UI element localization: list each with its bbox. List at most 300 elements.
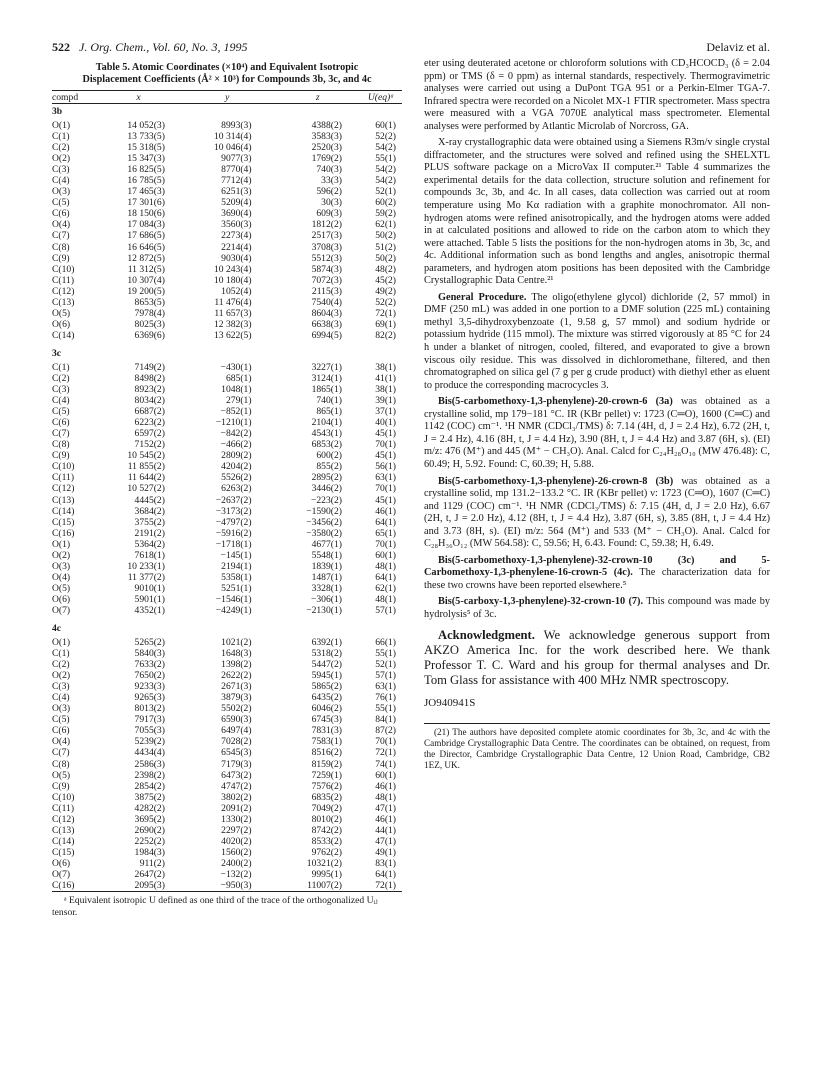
cell-z: 7576(2) — [311, 780, 342, 792]
cell-ueq: 52(2) — [375, 296, 396, 308]
table-row — [52, 539, 402, 550]
cell-x: 6687(2) — [134, 406, 165, 418]
text-acknowledgment: We acknowledge generous support from AKZO America Inc. for the work described here. We thank Professor T. C. Ward and his group for thermal analyses and Dr. Tom Glass for assistance with 400 MHz NMR spectroscopy. — [424, 627, 770, 688]
paragraph-3a — [424, 396, 770, 471]
cell-y: 1398(2) — [221, 659, 252, 671]
cell-x: 17 686(5) — [127, 230, 165, 242]
table-row — [52, 439, 402, 450]
cell-atom: C(14) — [52, 835, 75, 847]
cell-y: 12 382(3) — [213, 318, 252, 330]
cell-atom: C(13) — [52, 494, 75, 506]
cell-ueq: 38(1) — [375, 361, 396, 373]
cell-y: 11 657(3) — [214, 307, 252, 319]
cell-ueq: 48(1) — [375, 593, 396, 605]
cell-y: 1560(2) — [221, 846, 252, 858]
cell-atom: O(5) — [52, 307, 71, 319]
text-3a: was obtained as a crystalline solid, mp 179−181 °C. IR (KBr pellet) ν: 1723 (C═O), 1600 (C═C) and 1142 (COC) cm⁻¹. ¹H NMR (CDCl₃/TMS) δ: 7.14 (4H, d, J = 2.4 Hz), 6.72 (2H, t, J = 2.4 Hz), 4.16 (8H, t, J = 4.4 Hz), 3.90 (8H, t, J = 4.4 Hz) and 3.87 (6H, s). (EI) m/z: 476 (M⁺) and 445 (M⁺ − CH₃O). Anal. Calcd for C₂₄H₂₈O₁₀ (MW 476.48): C, 60.49; H, 5.92. Found: C, 60.39; H, 5.88. — [424, 396, 770, 470]
cell-y: 10 314(4) — [213, 131, 252, 143]
cell-ueq: 64(1) — [375, 516, 396, 528]
table-row — [52, 747, 402, 758]
cell-atom: O(3) — [52, 560, 71, 572]
cell-z: 9995(1) — [311, 869, 342, 880]
cell-x: 11 377(2) — [127, 571, 165, 583]
cell-z: 4388(2) — [311, 120, 342, 131]
cell-ueq: 72(1) — [375, 747, 396, 759]
footnote-21: (21) The authors have deposited complete atomic coordinates for 3b, 3c, and 4c with the Cambridge Crystallographic Data Centre. The coordinates can be obtained, on request, from the Director, Cambridge Crystallographic Data Centre, 12 Union Road, Cambridge, CB2 1EZ, UK. — [424, 727, 770, 770]
table-row — [52, 858, 402, 869]
cell-z: 9762(2) — [311, 846, 342, 858]
cell-z: 11007(2) — [276, 880, 360, 892]
cell-x: 13 733(5) — [127, 131, 165, 143]
cell-atom: O(4) — [52, 571, 71, 583]
cell-y: 5251(1) — [221, 582, 252, 594]
cell-atom: C(2) — [52, 142, 70, 154]
table-row — [52, 736, 402, 747]
table-row — [52, 428, 402, 439]
cell-atom: O(1) — [52, 637, 71, 649]
cell-y: 10 180(4) — [213, 274, 252, 286]
table-row — [52, 142, 402, 153]
cell-z: 4677(1) — [311, 538, 342, 550]
cell-atom: C(7) — [52, 747, 70, 759]
cell-atom: C(7) — [52, 230, 70, 242]
cell-z: −3580(2) — [306, 527, 342, 539]
table-row — [52, 506, 402, 517]
cell-x: 3755(2) — [134, 516, 165, 528]
cell-z: 855(2) — [316, 461, 342, 473]
table-row — [52, 406, 402, 417]
cell-atom: C(1) — [52, 648, 70, 660]
paragraph-general-procedure — [424, 292, 770, 392]
cell-ueq: 41(1) — [375, 372, 396, 384]
cell-z: 1839(1) — [311, 560, 342, 572]
cell-atom: O(3) — [52, 186, 71, 198]
cell-z: 7831(3) — [311, 725, 342, 737]
cell-ueq: 72(1) — [360, 880, 402, 892]
cell-z: 5318(2) — [311, 648, 342, 660]
cell-atom: C(16) — [52, 527, 75, 539]
cell-x: 7618(1) — [134, 549, 165, 561]
table-row — [52, 869, 402, 880]
cell-ueq: 64(1) — [375, 571, 396, 583]
cell-atom: C(12) — [52, 285, 75, 297]
cell-ueq: 62(1) — [375, 582, 396, 594]
cell-z: 6392(1) — [311, 637, 342, 649]
cell-z: 8516(2) — [311, 747, 342, 759]
cell-ueq: 59(2) — [375, 208, 396, 220]
cell-y: 2214(4) — [221, 241, 252, 253]
cell-ueq: 50(2) — [375, 230, 396, 242]
cell-ueq: 52(1) — [375, 186, 396, 198]
table-row — [52, 264, 402, 275]
cell-ueq: 45(2) — [375, 274, 396, 286]
cell-x: 10 545(2) — [127, 450, 165, 462]
cell-z: 3708(3) — [311, 241, 342, 253]
cell-x: 1984(3) — [134, 846, 165, 858]
cell-y: 3690(4) — [221, 208, 252, 220]
right-column — [424, 58, 770, 770]
cell-y: 4747(2) — [221, 780, 252, 792]
cell-atom: C(8) — [52, 758, 70, 770]
cell-z: 6835(2) — [311, 791, 342, 803]
cell-z: 33(3) — [321, 175, 342, 187]
cell-z: 2104(1) — [311, 417, 342, 429]
cell-z: 8010(2) — [311, 813, 342, 825]
cell-y: 9077(3) — [221, 153, 252, 165]
table-row — [52, 275, 402, 286]
cell-x: 911(2) — [139, 857, 165, 869]
cell-atom: C(11) — [52, 802, 75, 814]
cell-ueq: 69(1) — [375, 318, 396, 330]
journal-citation: J. Org. Chem., Vol. 60, No. 3, 1995 — [79, 40, 248, 54]
cell-x: 9265(3) — [134, 692, 165, 704]
table-row — [52, 648, 402, 659]
text-3b: was obtained as a crystalline solid, mp 131.2−133.2 °C. IR (KBr pellet) ν: 1723 (C═O), 1607 (C═C) and 1129 (COC) cm⁻¹. ¹H NMR (CDCl₃/TMS) δ: 7.15 (4H, d, J = 2.0 Hz), 6.67 (2H, t, J = 2.0 Hz), 4.12 (8H, t, J = 4.4 Hz), 3.87 (6H, s), 3.85 (8H, t, J = 4.4 Hz) and 3.73 (8H, s). (EI) m/z: 564 (M⁺) and 533 (M⁺ − CH₃O). Anal. Calcd for C₂₈H₃₆O₁₂ (MW 564.58): C, 59.56; H, 6.43. Found: C, 59.38; H, 6.49. — [424, 475, 770, 550]
cell-atom: O(3) — [52, 703, 71, 715]
cell-ueq: 70(1) — [375, 439, 396, 451]
cell-y: 5502(2) — [221, 703, 252, 715]
header-z: z — [276, 91, 360, 104]
cell-x: 16 646(5) — [127, 241, 165, 253]
table-row — [52, 528, 402, 539]
cell-atom: C(5) — [52, 197, 70, 209]
cell-x: 5840(3) — [134, 648, 165, 660]
cell-x: 8923(2) — [134, 384, 165, 396]
cell-ueq: 55(1) — [375, 153, 396, 165]
cell-y: 6473(2) — [221, 769, 252, 781]
cell-z: 740(1) — [316, 395, 342, 407]
cell-ueq: 48(1) — [375, 791, 396, 803]
header-y: y — [179, 91, 276, 104]
cell-z: 1865(1) — [311, 384, 342, 396]
cell-z: 30(3) — [321, 197, 342, 209]
cell-ueq: 46(1) — [375, 780, 396, 792]
cell-y: −950(3) — [179, 880, 276, 892]
cell-atom: O(4) — [52, 219, 71, 231]
cell-x: 8034(2) — [134, 395, 165, 407]
cell-y: −4249(1) — [215, 604, 252, 616]
table-row — [52, 825, 402, 836]
cell-atom: O(2) — [52, 549, 71, 561]
cell-ueq: 52(2) — [375, 131, 396, 143]
cell-x: 11 312(5) — [127, 263, 165, 275]
table-row — [52, 219, 402, 230]
cell-atom: C(3) — [52, 681, 70, 693]
cell-y: 8993(3) — [221, 120, 252, 131]
cell-atom: O(6) — [52, 593, 71, 605]
cell-ueq: 84(1) — [375, 714, 396, 726]
cell-ueq: 57(1) — [375, 604, 396, 616]
cell-z: 6994(5) — [311, 329, 342, 341]
cell-z: 2115(3) — [311, 285, 342, 297]
cell-z: −3456(2) — [306, 516, 342, 528]
cell-z: 3583(3) — [311, 131, 342, 143]
cell-z: 740(3) — [316, 164, 342, 176]
cell-atom: C(7) — [52, 428, 70, 440]
cell-y: −132(2) — [220, 869, 252, 880]
heading-3a: Bis(5-carbomethoxy-1,3-phenylene)-20-crown-6 (3a) — [438, 396, 673, 408]
cell-ueq: 56(1) — [375, 461, 396, 473]
table-row — [52, 461, 402, 472]
cell-y: 4204(2) — [221, 461, 252, 473]
page-number: 522 — [52, 40, 70, 54]
cell-ueq: 87(2) — [375, 725, 396, 737]
cell-y: −1718(1) — [215, 538, 252, 550]
cell-y: 3802(2) — [221, 791, 252, 803]
table-row — [52, 703, 402, 714]
cell-ueq: 62(1) — [375, 219, 396, 231]
cell-y: 1021(2) — [221, 637, 252, 649]
table-row — [52, 594, 402, 605]
cell-y: 9030(4) — [221, 252, 252, 264]
cell-x: 8025(3) — [134, 318, 165, 330]
cell-ueq: 70(1) — [375, 736, 396, 748]
cell-ueq: 74(1) — [375, 758, 396, 770]
cell-atom: C(12) — [52, 483, 75, 495]
cell-x: 2647(2) — [134, 869, 165, 880]
cell-atom: O(2) — [52, 153, 71, 165]
cell-y: 6545(3) — [221, 747, 252, 759]
cell-ueq: 49(2) — [375, 285, 396, 297]
cell-atom: O(1) — [52, 120, 71, 131]
cell-z: 1812(2) — [311, 219, 342, 231]
cell-atom: C(13) — [52, 824, 75, 836]
table-row — [52, 120, 402, 131]
cell-atom: C(14) — [52, 505, 75, 517]
cell-x: 12 872(5) — [127, 252, 165, 264]
cell-atom: C(4) — [52, 692, 70, 704]
table-row — [52, 670, 402, 681]
cell-y: 2622(2) — [221, 670, 252, 682]
cell-atom: O(6) — [52, 318, 71, 330]
table-row — [52, 164, 402, 175]
cell-x: 17 465(3) — [127, 186, 165, 198]
cell-ueq: 63(1) — [375, 472, 396, 484]
cell-atom: C(3) — [52, 164, 70, 176]
table-row — [52, 781, 402, 792]
cell-ueq: 65(1) — [375, 527, 396, 539]
cell-y: 6497(4) — [221, 725, 252, 737]
cell-y: 685(1) — [225, 372, 252, 384]
cell-y: 10 046(4) — [213, 142, 252, 154]
cell-x: 7055(3) — [134, 725, 165, 737]
cell-y: 13 622(5) — [213, 329, 252, 341]
cell-z: 5874(3) — [311, 263, 342, 275]
table-row — [52, 803, 402, 814]
cell-atom: C(11) — [52, 472, 75, 484]
cell-y: 5358(1) — [221, 571, 252, 583]
running-authors: Delaviz et al. — [706, 40, 770, 54]
cell-ueq: 45(1) — [375, 428, 396, 440]
cell-x: 9010(1) — [134, 582, 165, 594]
table-row — [52, 330, 402, 341]
cell-z: 609(3) — [316, 208, 342, 220]
cell-atom: C(8) — [52, 241, 70, 253]
cell-atom: O(7) — [52, 604, 71, 616]
cell-ueq: 47(1) — [375, 802, 396, 814]
cell-atom: C(15) — [52, 846, 75, 858]
table-row — [52, 725, 402, 736]
cell-x: 10 233(1) — [127, 560, 165, 572]
cell-y: 6590(3) — [221, 714, 252, 726]
table-row — [52, 836, 402, 847]
cell-ueq: 70(1) — [375, 538, 396, 550]
cell-atom: C(12) — [52, 813, 75, 825]
cell-atom: O(2) — [52, 670, 71, 682]
cell-z: 3328(1) — [311, 582, 342, 594]
table-row — [52, 153, 402, 164]
cell-atom: C(6) — [52, 208, 70, 220]
text-7: This compound was made by hydrolysis⁵ of 3c. — [424, 596, 770, 620]
cell-y: 3879(3) — [221, 692, 252, 704]
cell-ueq: 55(1) — [375, 703, 396, 715]
cell-x: 17 084(3) — [127, 219, 165, 231]
cell-atom: C(10) — [52, 263, 75, 275]
cell-y: −430(1) — [220, 361, 252, 373]
compound-section-label — [52, 621, 402, 637]
cell-y: 279(1) — [225, 395, 252, 407]
table-row — [52, 230, 402, 241]
cell-ueq: 64(1) — [375, 869, 396, 880]
cell-y: 2091(2) — [221, 802, 252, 814]
cell-z: 5447(2) — [311, 659, 342, 671]
cell-ueq: 49(1) — [375, 846, 396, 858]
cell-x: 3684(2) — [134, 505, 165, 517]
cell-z: 6745(3) — [311, 714, 342, 726]
table-row — [52, 297, 402, 308]
cell-x: 19 200(5) — [127, 285, 165, 297]
cell-z: −306(1) — [310, 593, 342, 605]
cell-x: 2252(2) — [134, 835, 165, 847]
footnote-rule — [424, 723, 770, 724]
table-row — [52, 131, 402, 142]
cell-y: −466(2) — [220, 439, 252, 451]
cell-z: 5512(3) — [311, 252, 342, 264]
cell-x: 6597(2) — [134, 428, 165, 440]
heading-7: Bis(5-carboxy-1,3-phenylene)-32-crown-10 (7). — [438, 596, 644, 608]
cell-ueq: 60(2) — [375, 197, 396, 209]
cell-y: −2637(2) — [215, 494, 252, 506]
cell-z: 5865(2) — [311, 681, 342, 693]
table-row — [52, 517, 402, 528]
cell-atom: C(3) — [52, 384, 70, 396]
cell-y: −3173(2) — [215, 505, 252, 517]
cell-x: 17 301(6) — [127, 197, 165, 209]
page-header — [52, 40, 770, 56]
cell-atom: C(8) — [52, 439, 70, 451]
cell-z: 3227(1) — [311, 361, 342, 373]
cell-ueq: 63(1) — [375, 681, 396, 693]
cell-ueq: 83(1) — [375, 857, 396, 869]
paragraph-3b — [424, 476, 770, 551]
cell-x: 5901(1) — [134, 593, 165, 605]
table-row — [52, 792, 402, 803]
cell-z: 6046(2) — [311, 703, 342, 715]
cell-atom: C(16) — [52, 880, 98, 892]
text-3c-4c: The characterization data for these two crowns have been reported elsewhere.⁵ — [424, 567, 771, 591]
cell-z: 7583(1) — [311, 736, 342, 748]
cell-z: 5945(1) — [311, 670, 342, 682]
cell-y: −5916(2) — [215, 527, 252, 539]
cell-atom: O(4) — [52, 736, 71, 748]
cell-y: −1546(1) — [215, 593, 252, 605]
cell-x: 16 825(5) — [127, 164, 165, 176]
cell-atom: C(4) — [52, 175, 70, 187]
cell-ueq: 52(1) — [375, 659, 396, 671]
cell-y: 7712(4) — [221, 175, 252, 187]
cell-x: 9233(3) — [134, 681, 165, 693]
cell-atom: C(9) — [52, 450, 70, 462]
cell-x: 6223(2) — [134, 417, 165, 429]
cell-y: 5209(4) — [221, 197, 252, 209]
cell-x: 8653(5) — [134, 296, 165, 308]
cell-x: 4434(4) — [134, 747, 165, 759]
cell-z: 596(2) — [316, 186, 342, 198]
cell-ueq: 54(2) — [375, 164, 396, 176]
cell-ueq: 44(1) — [375, 824, 396, 836]
table-row — [52, 208, 402, 219]
cell-atom: C(2) — [52, 659, 70, 671]
cell-z: 3124(1) — [311, 372, 342, 384]
cell-z: 6638(3) — [311, 318, 342, 330]
table-row — [52, 373, 402, 384]
cell-ueq: 57(1) — [375, 670, 396, 682]
compound-section-label — [52, 104, 402, 121]
cell-atom: C(10) — [52, 461, 75, 473]
cell-z: 7540(4) — [311, 296, 342, 308]
cell-x: 10 307(4) — [127, 274, 165, 286]
cell-z: 8533(2) — [311, 835, 342, 847]
cell-x: 14 052(3) — [127, 120, 165, 131]
cell-x: 4282(2) — [134, 802, 165, 814]
table-row — [52, 659, 402, 670]
cell-x: 15 318(5) — [127, 142, 165, 154]
cell-ueq: 70(1) — [375, 483, 396, 495]
table-row — [52, 242, 402, 253]
cell-x: 5265(2) — [134, 637, 165, 649]
table-row — [52, 814, 402, 825]
table-row — [52, 692, 402, 703]
table-row — [52, 384, 402, 395]
acknowledgment — [424, 628, 770, 689]
cell-x: 7917(3) — [134, 714, 165, 726]
cell-y: 1052(4) — [221, 285, 252, 297]
cell-y: 7028(2) — [221, 736, 252, 748]
cell-z: 3446(2) — [311, 483, 342, 495]
table-row — [52, 770, 402, 781]
cell-x: 11 855(2) — [127, 461, 165, 473]
cell-ueq: 38(1) — [375, 384, 396, 396]
cell-ueq: 54(2) — [375, 175, 396, 187]
paragraph-3c-4c — [424, 555, 770, 593]
table-row — [52, 186, 402, 197]
cell-z: 8604(3) — [311, 307, 342, 319]
cell-y: 2809(2) — [221, 450, 252, 462]
cell-ueq: 39(1) — [375, 395, 396, 407]
document-id: JO940941S — [424, 696, 476, 709]
compound-section-label — [52, 346, 402, 362]
cell-atom: O(7) — [52, 869, 71, 880]
cell-y: 1048(1) — [221, 384, 252, 396]
cell-atom: C(1) — [52, 131, 70, 143]
cell-ueq: 46(1) — [375, 813, 396, 825]
cell-y: 10 243(4) — [213, 263, 252, 275]
cell-x: 3875(2) — [134, 791, 165, 803]
cell-z: 8742(2) — [311, 824, 342, 836]
cell-y: 4020(2) — [221, 835, 252, 847]
cell-ueq: 48(2) — [375, 263, 396, 275]
cell-y: 2671(3) — [221, 681, 252, 693]
